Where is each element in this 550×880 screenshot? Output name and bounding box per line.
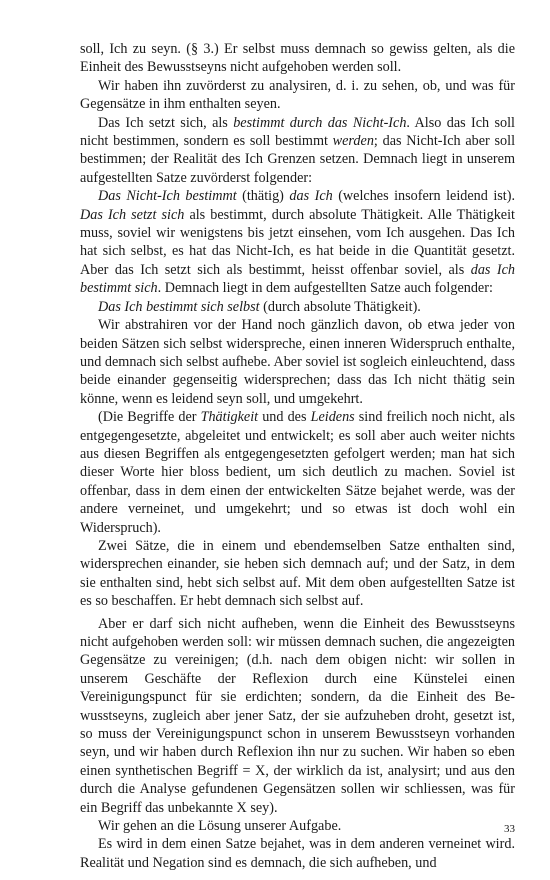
paragraph: [80, 77, 515, 114]
paragraph: [80, 408, 515, 537]
text-run: als bestimmt, durch absolute Thätigkeit. Alle Thätigkeit muss, soviel wir wenigstens bis jetzt einsehen, vom Ich ausgehen. Das Ich hat sich selbst, es hat das Nicht-Ich, es hat beide in die Quantität gesetzt. Aber das Ich setzt sich als bestimmt, heisst offenbar soviel, als: [80, 206, 515, 278]
paragraph: [80, 817, 515, 835]
text-run: (welches insofern leidend ist).: [332, 188, 516, 205]
text-run: . Also das Ich soll nicht bestimmen, sondern es soll bestimmt: [80, 114, 516, 150]
paragraph: [80, 615, 515, 817]
text-run: ; das Nicht-Ich aber soll bestimmen; der Realität des Ich Grenzen setzen. Demnach liegt in unserem aufgestellten Satze zuvörderst folgender:: [80, 133, 516, 186]
italic-text: Leidens: [310, 409, 355, 426]
text-run: (thätig): [236, 188, 290, 205]
italic-text: das Ich: [289, 188, 333, 205]
text-run: (durch absolute Thätigkeit).: [259, 298, 421, 315]
paragraph: [80, 537, 515, 611]
paragraph: [80, 187, 515, 297]
text-run: Zwei Sätze, die in einem und ebendemselben Satze enthalten sind, widersprechen einander, sie heben sich demnach auf; und der Satz, in dem sie enthalten sind, hebt sich selbst auf. Mit dem oben aufgestellten Satze ist es so beschaffen. Er hebt demnach sich selbst auf.: [80, 537, 515, 610]
document-page: [80, 40, 515, 872]
text-run: soll, Ich zu seyn. (§ 3.) Er selbst muss demnach so gewiss gelten, als die Einheit des Bewusstseyns nicht aufgehoben werden soll.: [80, 41, 515, 76]
italic-text: werden: [332, 133, 374, 150]
italic-text: Das Nicht-Ich bestimmt: [98, 188, 237, 205]
paragraph: [80, 316, 515, 408]
italic-text: das Ich bestimmt sich: [80, 261, 516, 297]
text-run: Es wird in dem einen Satze bejahet, was in dem anderen verneinet wird. Realität und Negation sind es demnach, die sich aufheben, und: [80, 836, 515, 871]
italic-text: Das Ich setzt sich: [80, 206, 185, 223]
text-run: . Demnach liegt in dem aufgestellten Satze auch folgender:: [157, 280, 493, 297]
page-number: 33: [504, 823, 515, 835]
text-run: Aber er darf sich nicht aufheben, wenn die Einheit des Bewusstseyns nicht aufgehoben werden soll: wir müssen demnach suchen, die angezeigten Gegensätze zu vereinigen; (d.h. nach dem obigen nicht: wir sollen in unserem Geschäfte der Reflexion durch eine Künstelei einen Vereinigungspunct für sie erdichten; sondern, da die Einheit des Bewusstseyns, zugleich aber jener Satz, der sie aufzuheben droht, gesetzt ist, so muss der Vereinigungspunct schon in unserem Bewusstseyn vorhanden seyn, und wir haben durch Reflexion ihn nur zu suchen. Wir haben so eben einen synthetischen Begriff = X, der wirklich da ist, analysirt; und aus den durch die Analyse gefundenen Gegensätzen sollen wir schliessen, was für ein Begriff das unbekannte X sey).: [80, 615, 515, 816]
italic-text: bestimmt durch das Nicht-Ich: [233, 114, 407, 131]
text-run: und des: [258, 409, 311, 426]
paragraph: [80, 40, 515, 77]
italic-text: Das Ich bestimmt sich selbst: [98, 298, 260, 315]
text-run: (Die Begriffe der: [98, 409, 201, 426]
paragraph: [80, 298, 515, 316]
paragraph: [80, 835, 515, 872]
text-run: Das Ich setzt sich, als: [98, 114, 234, 131]
paragraph: [80, 114, 515, 188]
text-run: Wir gehen an die Lösung unserer Aufgabe.: [98, 818, 342, 835]
text-run: sind freilich noch nicht, als entgegengesetzte, abgeleitet und entwickelt; es soll aber auch weiter nichts aus diesen Begriffen als entgegengesetzten gefolgert werden; man hat sich dieser Worte hier bloss bedient, um sich deutlich zu machen. Soviel ist offenbar, dass in dem einen der entwickelten Sätze bejahet werde, was der andere verneinet, und umgekehrt; und so etwas ist doch wohl ein Widerspruch).: [80, 409, 515, 536]
text-run: Wir abstrahiren vor der Hand noch gänzlich davon, ob etwa jeder von beiden Sätzen sich selbst widerspreche, einen inneren Widerspruch enthalte, und demnach sich selbst aufhebe. Aber soviel ist sogleich einleuchtend, dass beide einander gegenseitig widersprechen; dass das Ich nicht thätig sein könne, wenn es leidend seyn soll, und umgekehrt.: [80, 317, 515, 407]
text-run: Wir haben ihn zuvörderst zu analysiren, d. i. zu sehen, ob, und was für Gegensätze in ihm enthalten seyen.: [80, 77, 515, 113]
italic-text: Thätigkeit: [200, 409, 259, 426]
